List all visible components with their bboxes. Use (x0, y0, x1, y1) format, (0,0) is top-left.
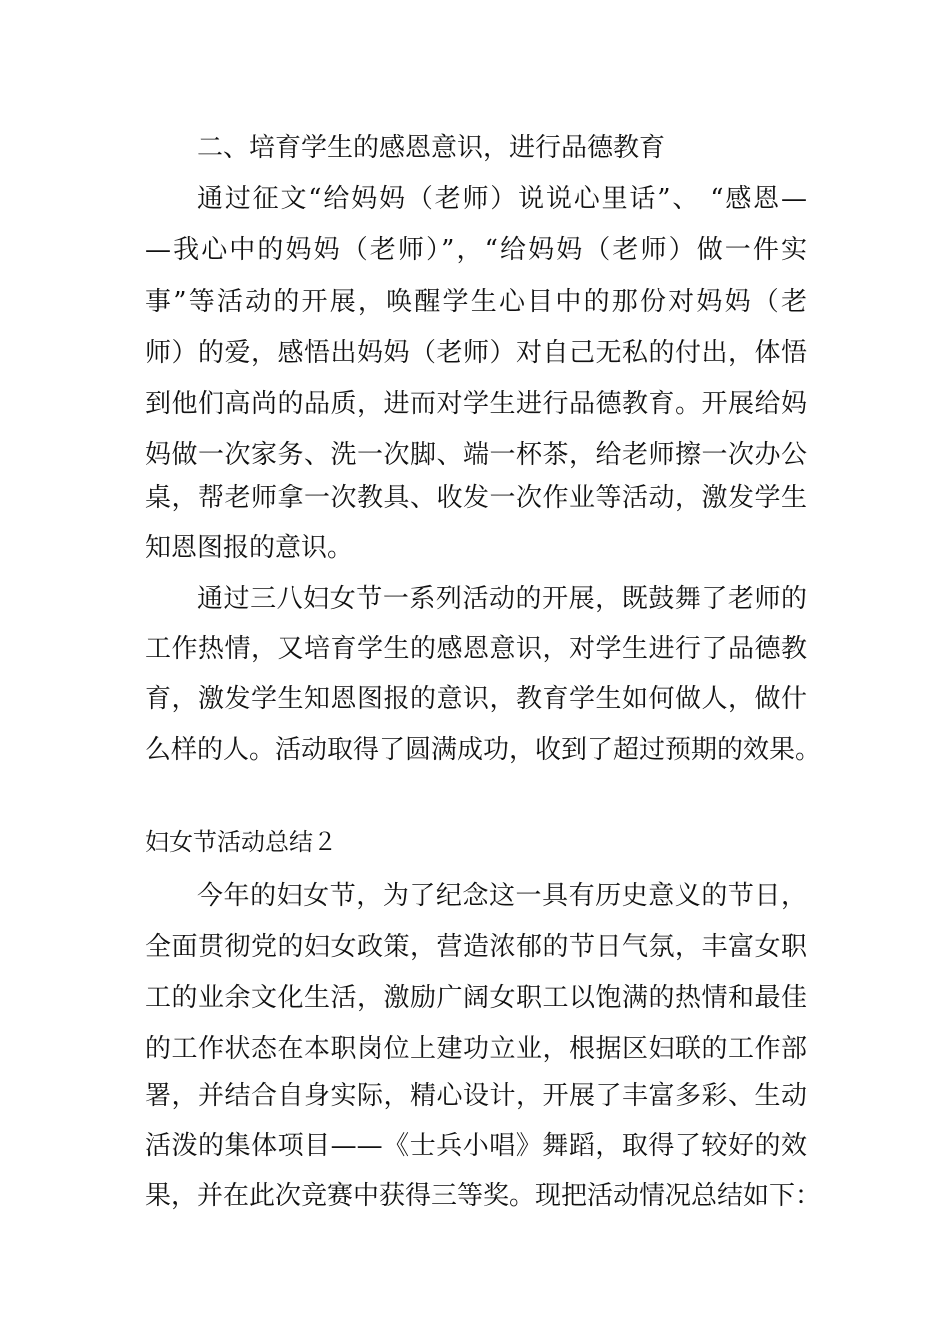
paragraph-line: 么样的人。活动取得了圆满成功，收到了超过预期的效果。 (145, 735, 822, 765)
paragraph-line: 育，激发学生知恩图报的意识，教育学生如何做人，做什 (145, 684, 807, 714)
section-heading: 二、培育学生的感恩意识，进行品德教育 (197, 133, 666, 163)
paragraph-line: 果，并在此次竞赛中获得三等奖。现把活动情况总结如下： (145, 1181, 822, 1211)
paragraph-line: —我心中的妈妈（老师）”，“给妈妈（老师）做一件实 (145, 235, 807, 265)
paragraph-line: 今年的妇女节，为了纪念这一具有历史意义的节日， (197, 881, 807, 911)
document-title: 妇女节活动总结２ (145, 828, 337, 856)
paragraph-line: 署，并结合自身实际，精心设计，开展了丰富多彩、生动 (145, 1081, 807, 1111)
paragraph-line: 全面贯彻党的妇女政策，营造浓郁的节日气氛，丰富女职 (145, 932, 807, 962)
paragraph-line: 到他们高尚的品质，进而对学生进行品德教育。开展给妈 (145, 389, 807, 419)
paragraph-line: 桌，帮老师拿一次教具、收发一次作业等活动，激发学生 (145, 483, 807, 513)
paragraph-line: 的工作状态在本职岗位上建功立业，根据区妇联的工作部 (145, 1034, 807, 1064)
paragraph-line: 通过三八妇女节一系列活动的开展，既鼓舞了老师的 (197, 584, 807, 614)
paragraph-line: 通过征文“给妈妈（老师）说说心里话”、 “感恩— (197, 184, 807, 214)
paragraph-line: 知恩图报的意识。 (145, 533, 354, 563)
paragraph-line: 事”等活动的开展，唤醒学生心目中的那份对妈妈（老 (145, 287, 807, 317)
paragraph-line: 工作热情，又培育学生的感恩意识，对学生进行了品德教 (145, 634, 807, 664)
paragraph-line: 师）的爱，感悟出妈妈（老师）对自己无私的付出，体悟 (145, 338, 807, 368)
paragraph-line: 妈做一次家务、洗一次脚、端一杯茶，给老师擦一次办公 (145, 440, 807, 470)
paragraph-line: 工的业余文化生活，激励广阔女职工以饱满的热情和最佳 (145, 983, 807, 1013)
paragraph-line: 活泼的集体项目——《士兵小唱》舞蹈，取得了较好的效 (145, 1131, 807, 1161)
